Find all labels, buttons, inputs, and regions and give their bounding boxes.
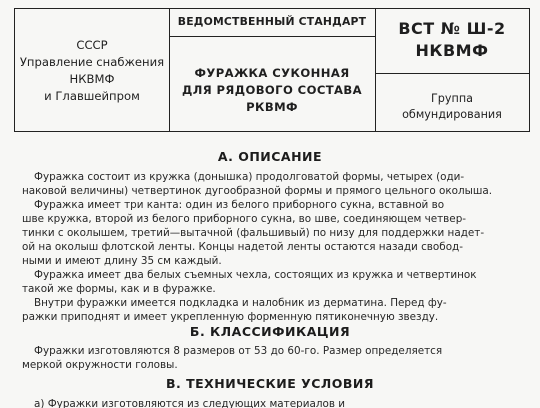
text-line: Фуражка состоит из кружка (донышка) продолговатой формы, четырех (оди- (34, 171, 465, 183)
code-line: ВСТ № Ш-2 (398, 19, 506, 38)
text-line: а) Фуражки изготовляются из следующих материалов и (34, 398, 346, 408)
title-line: ФУРАЖКА СУКОННАЯ (194, 66, 350, 80)
standard-group (375, 91, 529, 123)
table-divider (375, 73, 529, 74)
text-line: Фуражки изготовляются 8 размеров от 53 до 60-го. Размер определяется (34, 345, 443, 357)
text-line: Внутри фуражки имеется подкладка и налобник из дерматина. Перед фу- (34, 297, 447, 309)
standard-type: ВЕДОМСТВЕННЫЙ СТАНДАРТ (177, 15, 367, 28)
text-line: меркой окружности головы. (22, 359, 178, 371)
paragraph (22, 397, 534, 408)
text-line: шве кружка, второй из белого приборного сукна, во шве, соединяющем четвер- (22, 213, 467, 225)
issuing-authority (15, 37, 169, 105)
paragraph (22, 296, 534, 324)
text-line: ой на околыш флотской ленты. Концы надетой ленты остаются назади свобод- (22, 241, 463, 253)
standard-code (375, 18, 529, 62)
text-line: наковой величины) четвертинок дугообразной формы и прямого цельного околыша. (22, 185, 493, 197)
paragraph (22, 170, 534, 198)
section-heading-description: А. ОПИСАНИЕ (217, 149, 323, 164)
text-line: тинки с околышем, третий—вытачной (фальшивый) по низу для поддержки надет- (22, 227, 485, 239)
paragraph (22, 198, 534, 268)
table-divider (169, 36, 375, 37)
text-line: ными и имеют длину 35 см каждый. (22, 255, 222, 267)
authority-line: СССР (76, 38, 108, 52)
section-heading-classification: Б. КЛАССИФИКАЦИЯ (189, 324, 351, 339)
text-line: такой же формы, как и в фуражке. (22, 283, 216, 295)
text-line: ражки приподнят и имеет укрепленную форменную пятиконечную звезду. (22, 311, 439, 323)
code-line: НКВМФ (415, 41, 489, 60)
group-line: обмундирования (402, 108, 502, 121)
standard-header-table (14, 8, 530, 132)
paragraph (22, 268, 534, 296)
standard-title (169, 65, 375, 116)
authority-line: НКВМФ (69, 72, 115, 86)
group-line: Группа (430, 92, 474, 105)
title-line: ДЛЯ РЯДОВОГО СОСТАВА (181, 83, 363, 97)
authority-line: Управление снабжения (19, 55, 165, 69)
paragraph (22, 344, 534, 372)
text-line: Фуражка имеет три канта: один из белого приборного сукна, вставной во (34, 199, 445, 211)
title-line: РКВМФ (246, 100, 298, 114)
authority-line: и Главшейпром (44, 89, 140, 103)
section-heading-technical-conditions: В. ТЕХНИЧЕСКИЕ УСЛОВИЯ (165, 376, 375, 391)
text-line: Фуражка имеет два белых съемных чехла, состоящих из кружка и четвертинок (34, 269, 477, 281)
